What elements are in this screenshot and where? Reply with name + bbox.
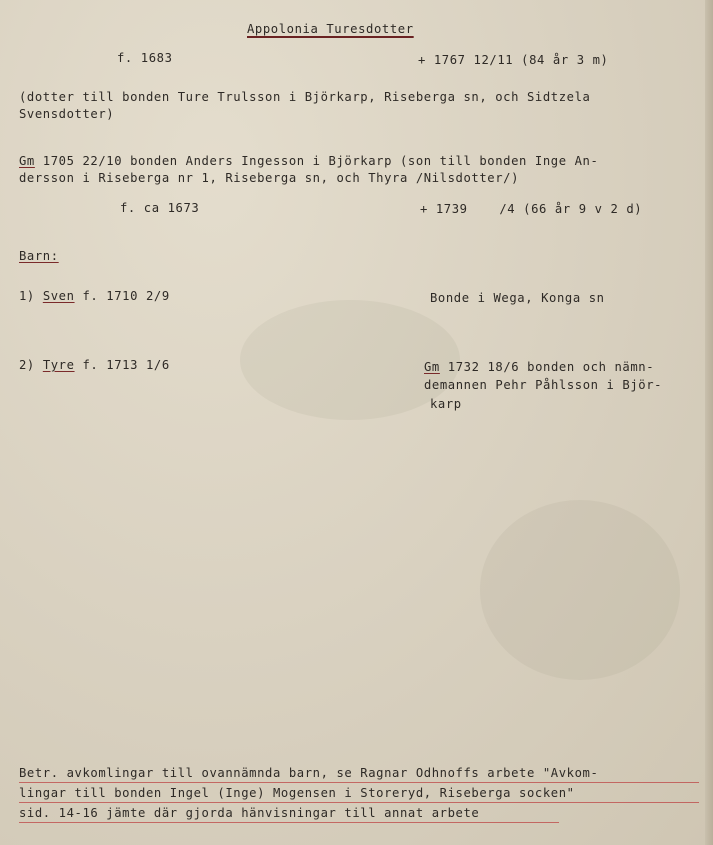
marriage-line-1 <box>19 153 598 169</box>
marriage-line-1-text: 1705 22/10 bonden Anders Ingesson i Björkarp (son till bonden Inge An- <box>34 154 599 168</box>
birth-date: f. 1683 <box>117 51 173 65</box>
child-entry-1 <box>19 288 170 304</box>
child-entry-2 <box>19 357 170 373</box>
footnote-line-2: lingar till bonden Ingel (Inge) Mogensen i Storeryd, Riseberga socken" <box>19 784 699 803</box>
child-2-note-line-2: demannen Pehr Påhlsson i Björ- <box>424 378 663 392</box>
spouse-death-date: + 1739 /4 (66 år 9 v 2 d) <box>420 202 643 216</box>
page-edge <box>705 0 713 845</box>
gm-abbreviation: Gm <box>424 360 440 374</box>
child-1-note: Bonde i Wega, Konga sn <box>430 291 605 305</box>
spouse-birth-date: f. ca 1673 <box>120 201 200 215</box>
gm-abbreviation: Gm <box>19 154 35 168</box>
child-name: Sven <box>42 289 75 303</box>
child-number: 1) <box>19 289 35 303</box>
footnote-line-3: sid. 14-16 jämte där gjorda hänvisningar till annat arbete <box>19 804 559 823</box>
children-heading: Barn: <box>19 249 59 263</box>
child-birth-date: f. 1713 1/6 <box>82 358 170 372</box>
child-2-note-line-1: Gm 1732 18/6 bonden och nämn- <box>424 360 655 374</box>
child-number: 2) <box>19 358 35 372</box>
footnote-line-1: Betr. avkomlingar till ovannämnda barn, se Ragnar Odhnoffs arbete "Avkom- <box>19 764 699 783</box>
footnote-block <box>19 764 699 824</box>
death-date: + 1767 12/11 (84 år 3 m) <box>418 53 609 67</box>
child-name: Tyre <box>42 358 75 372</box>
parents-line-2: Svensdotter) <box>19 107 115 121</box>
person-name-heading: Appolonia Turesdotter <box>247 22 414 36</box>
child-birth-date: f. 1710 2/9 <box>82 289 170 303</box>
marriage-line-2: dersson i Riseberga nr 1, Riseberga sn, och Thyra /Nilsdotter/) <box>19 171 520 185</box>
paper-stain <box>480 500 680 680</box>
parents-line-1: (dotter till bonden Ture Trulsson i Björkarp, Riseberga sn, och Sidtzela <box>19 90 591 104</box>
child-2-note-line-3: karp <box>430 397 462 411</box>
